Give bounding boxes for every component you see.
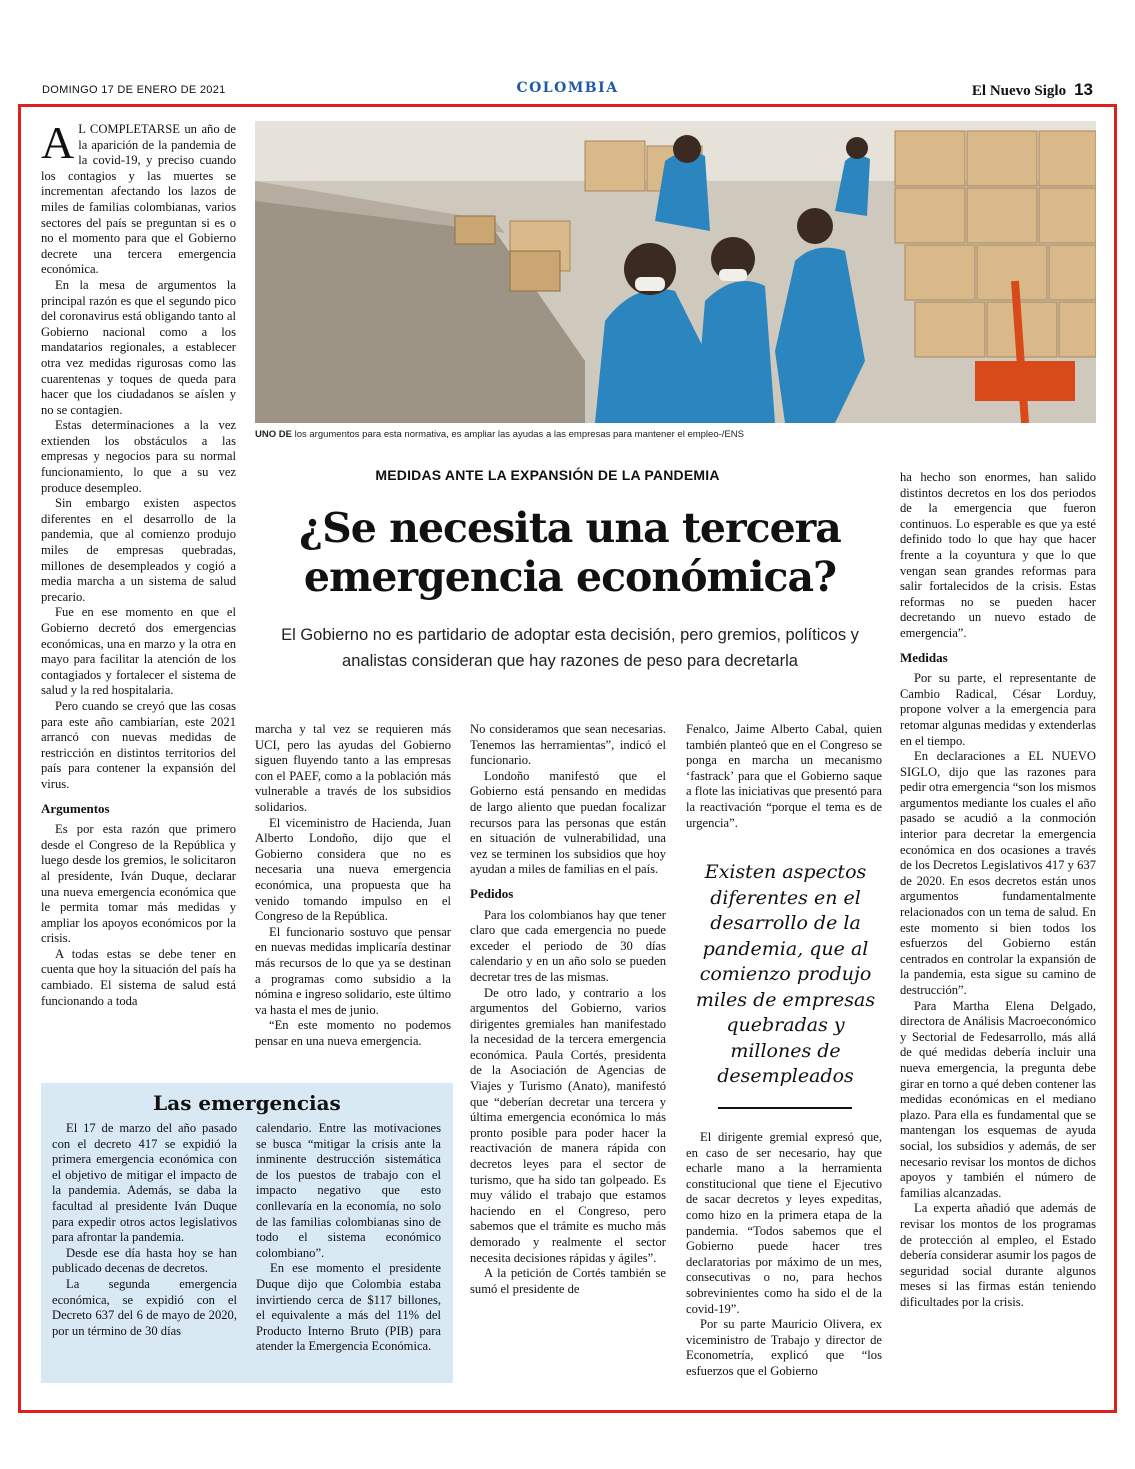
publication-date: DOMINGO 17 DE ENERO DE 2021 <box>42 84 226 96</box>
paragraph: El dirigente gremial expresó que, en caso de ser necesario, hay que echarle mano a la herramienta constitucional que tiene el Ejecutivo de sacar decretos y leyes expeditas, como hizo en la primera etapa de la pandemia. “Todos sabemos que el Gobierno puede hacer tres declaratorias por máximo de un mes, consecutivas o no, para hechos sobrevinientes como ha sido el de la covid-19”. <box>686 1130 882 1316</box>
paragraph: El funcionario sostuvo que pensar en nuevas medidas implicaría destinar más recursos de lo que ya se destinan a programas como subsidio a la nómina e ingreso solidario, este último va hasta el mes de junio. <box>255 924 451 1017</box>
paragraph: A todas estas se debe tener en cuenta que hoy la situación del país ha cambiado. El sistema de salud está funcionando a toda <box>41 946 236 1008</box>
newspaper-name <box>972 80 1093 100</box>
article-kicker: MEDIDAS ANTE LA EXPANSIÓN DE LA PANDEMIA <box>375 467 720 483</box>
paragraph: Desde ese día hasta hoy se han publicado decenas de decretos. <box>52 1245 237 1276</box>
paragraph: Por su parte, el representante de Cambio Radical, César Lorduy, propone volver a la emergencia para retomar algunas medidas y extenderlas en el tiempo. <box>900 671 1096 748</box>
paragraph: Por su parte Mauricio Olivera, ex viceministro de Trabajo y director de Econometría, explicó que “los esfuerzos que el Gobierno <box>686 1317 882 1378</box>
paragraph: Para los colombianos hay que tener claro que cada emergencia no puede exceder el periodo de 30 días calendario y en un año solo se pueden decretar tres de las mismas. <box>470 907 666 984</box>
article-photo <box>255 121 1096 423</box>
paragraph: A la petición de Cortés también se sumó el presidente de <box>470 1266 666 1296</box>
article-headline: ¿Se necesita una tercera emergencia económica? <box>299 504 841 601</box>
article-column-4-bottom <box>686 1130 882 1380</box>
lead-text: L COMPLETARSE un año de la aparición de la pandemia de la covid-19, y preciso cuando los contagios y las muertes se incrementan afectando los lazos de miles de familias colombianas, varios sectores del país se preguntan si es o no el momento para que el Gobierno decrete una tercera emergencia económica. <box>41 122 236 277</box>
pull-quote: Existen aspectos diferentes en el desarrollo de la pandemia, que al comienzo produjo miles de empresas quebradas y millones de desempleados <box>695 861 876 1087</box>
paragraph: La experta añadió que además de revisar los montos de los programas de protección al empleo, el Estado debería considerar asumir los pagos de seguridad social durante algunos meses si las firmas están teniendo dificultades por la crisis. <box>900 1201 1096 1309</box>
warehouse-workers-illustration <box>255 121 1096 423</box>
sidebar-column-1 <box>52 1121 237 1339</box>
paragraph: La segunda emergencia económica, se expidió con el Decreto 637 del 6 de mayo de 2020, por un término de 30 días <box>52 1276 237 1338</box>
article-deck: El Gobierno no es partidario de adoptar esta decisión, pero gremios, políticos y analistas consideran que hay razones de peso para decretarla <box>281 626 859 670</box>
drop-cap: A <box>41 117 75 168</box>
paragraph: En ese momento el presidente Duque dijo que Colombia estaba invirtiendo cerca de $117 billones, el equivalente a más del 11% del Producto Interno Bruto (PIB) para atender la Emergencia Económica. <box>256 1261 441 1354</box>
paragraph: Londoño manifestó que el Gobierno está pensando en medidas de largo aliento que puedan focalizar recursos para las personas que están en situación de vulnerabilidad, una vez se terminen los subsidios que hoy ayudan a miles de familias en el país. <box>470 768 666 877</box>
photo-caption <box>255 429 1096 440</box>
paragraph: Sin embargo existen aspectos diferentes en el desarrollo de la pandemia, que al comienzo produjo miles de empresas quebradas, millones de desempleados y cogió a media marcha a un sistema de salud precario. <box>41 496 236 604</box>
paragraph: calendario. Entre las motivaciones se busca “mitigar la crisis ante la inminente destrucción sistemática de los puestos de trabajo con el impacto negativo que esto conllevaría en la economía, no solo de las familias colombianas sino de todo el sistema económico colombiano”. <box>256 1121 441 1260</box>
paragraph: marcha y tal vez se requieren más UCI, pero las ayudas del Gobierno siguen fluyendo tanto a las empresas con el PAEF, como a la población más vulnerable a través de los subsidios solidarios. <box>255 722 451 814</box>
article-column-4-top <box>686 722 882 831</box>
caption-lead: UNO DE <box>255 429 292 440</box>
paper-name-text: El Nuevo Siglo <box>971 83 1067 99</box>
paragraph: No consideramos que sean necesarias. Tenemos las herramientas”, indicó el funcionario. <box>470 722 666 768</box>
paragraph: El viceministro de Hacienda, Juan Alberto Londoño, dijo que el Gobierno considera que no es necesaria una nueva emergencia económica, una propuesta que ha venido tomando impulso en el Congreso de la República. <box>255 815 451 924</box>
paragraph: De otro lado, y contrario a los argumentos del Gobierno, varios dirigentes gremiales han manifestado la necesidad de la tercera emergencia económica. Paula Cortés, presidenta de la Asociación de Agencias de Viajes y Turismo (Anato), manifestó que “deberían decretar una tercera y última emergencia económica lo más pronto posible para poder hacer la reactivación de manera rápida con decretos leyes para el sector de turismo, que ha sido tan golpeado. Es muy válido el trabajo que estamos haciendo en el Congreso, pero sabemos que el trámite es mucho más demorado y realmente el sector necesita decisiones rápidas y ágiles”. <box>470 985 666 1265</box>
article-column-1 <box>41 117 236 1009</box>
article-column-2 <box>255 722 451 1049</box>
lead-paragraph <box>41 117 236 278</box>
paragraph: Estas determinaciones a la vez extienden los obstáculos a las empresas y negocios para su normal funcionamiento, lo que a su vez produce desempleo. <box>41 418 236 495</box>
paragraph: Para Martha Elena Delgado, directora de Análisis Macroeconómico y Sectorial de Fedesarrollo, más allá de qué medidas debería incluir una nueva emergencia, la pregunta debe girar en torno a qué deben contener las medidas económicas en el mediano plazo. Para ella es fundamental que se mantengan los esquemas de ayuda social, los subsidios y además, de ser necesario revisar los montos de dichos apoyos y también el número de familias alcanzadas. <box>900 998 1096 1200</box>
paragraph: “En este momento no podemos pensar en una nueva emergencia. <box>255 1018 451 1048</box>
caption-text: los argumentos para esta normativa, es ampliar las ayudas a las empresas para mantener el empleo-/ENS <box>291 429 744 440</box>
paragraph: El 17 de marzo del año pasado con el decreto 417 se expidió la primera emergencia económica con el objetivo de mitigar el impacto de la pandemia. Además, se daba la facultad al presidente Iván Duque para expedir otros actos legislativos para afrontar la pandemia. <box>52 1121 237 1245</box>
paragraph: Fue en ese momento en que el Gobierno decretó dos emergencias económicas, una en marzo y la otra en mayo para facilitar la atención de los contagiados y fortalecer el sistema de salud y la red hospitalaria. <box>41 605 236 698</box>
subhead-pedidos: Pedidos <box>470 885 514 901</box>
page-number: 13 <box>1074 80 1093 99</box>
paragraph: ha hecho son enormes, han salido distintos decretos en los dos periodos de la emergencia que fueron continuos. Lo esperable es que ya esté definido todo lo que hay que hacer frente a la coyuntura y que lo que vengan sean grandes reformas para salir fortalecidos de la crisis. Estas reformas no se pueden hacer decretando un nuevo estado de emergencia”. <box>900 470 1096 640</box>
paragraph: Pero cuando se creyó que las cosas para este año cambiarían, este 2021 arrancó con nuevas medidas de restricción en distintos territorios del país para contener la expansión del virus. <box>41 698 236 791</box>
sidebar-title: Las emergencias <box>153 1091 341 1115</box>
section-name: COLOMBIA <box>516 80 619 96</box>
subhead-argumentos: Argumentos <box>41 800 110 816</box>
subhead-medidas: Medidas <box>900 649 948 665</box>
sidebar-column-2 <box>256 1121 441 1355</box>
paragraph: En declaraciones a EL NUEVO SIGLO, dijo que las razones para pedir otra emergencia “son los mismos argumentos mediante los cuales el año pasado se acudió a la conmoción interior para decretar la emergencia económica en dos ocasiones a través de los Decretos Legislativos 417 y 637 de 2020. En esos decretos están unos argumentos fundamentalmente relacionados con un tema de salud. En este momento si bien todos los esfuerzos del Gobierno están centrados en controlar la expansión de la pandemia, esta sigue su camino de destrucción”. <box>900 749 1096 997</box>
article-column-3 <box>470 722 666 1297</box>
paragraph: Fenalco, Jaime Alberto Cabal, quien también planteó que en el Congreso se ponga en marcha un mecanismo ‘fastrack’ para que el Gobierno saque a flote las iniciativas que presentó para la reactivación “porque el tema es de urgencia”. <box>686 722 882 830</box>
pull-quote-rule <box>718 1107 852 1109</box>
paragraph: Es por esta razón que primero desde el Congreso de la República y luego desde los gremios, le solicitaron al presidente, Iván Duque, declarar una nueva emergencia económica que le permita tomar más medidas y ampliar los apoyos económicos por la crisis. <box>41 822 236 946</box>
article-column-5 <box>900 470 1096 1310</box>
paragraph: En la mesa de argumentos la principal razón es que el segundo pico del coronavirus está obligando tanto al Gobierno nacional como a los mandatarios regionales, a establecer otra vez medidas rigurosas como las cuarentenas y toques de queda para hacer que los ciudadanos se aíslen y no se contagien. <box>41 277 236 417</box>
